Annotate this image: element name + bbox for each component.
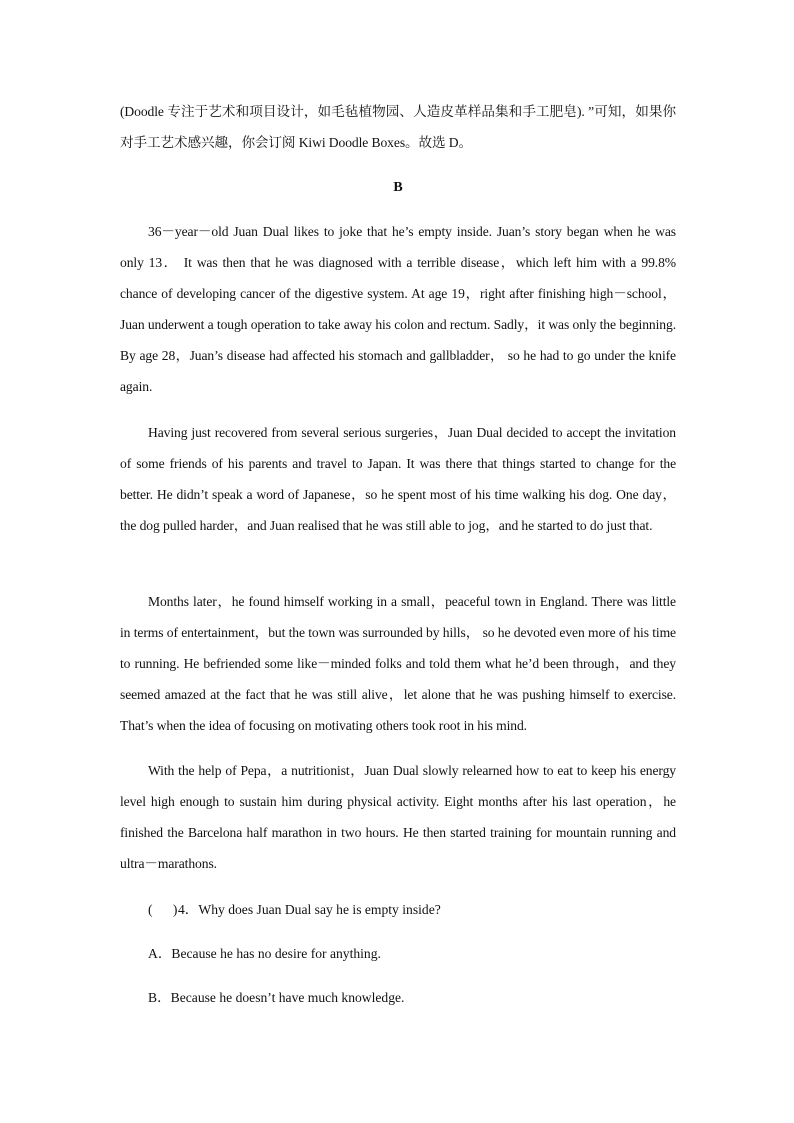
section-heading: B [393, 180, 403, 195]
answer-blank: ( ) [148, 902, 178, 917]
passage-paragraph-3: Months later，he found himself working in a small，peaceful town in England. There was little in terms of entertainment，but the town was surrounded by hills， so he devoted even more of his time to running. He befriended some like－minded folks and told them what he’d been through，and they seemed amazed at the fact that he was still alive，let alone that he was pushing himself to exercise. That’s when the idea of focusing on motivating others took root in his mind. [120, 594, 676, 733]
question-text: 4．Why does Juan Dual say he is empty inside? [178, 902, 441, 917]
question-4 [148, 894, 441, 925]
option-a: A．Because he has no desire for anything. [148, 946, 381, 961]
intro-paragraph: (Doodle 专注于艺术和项目设计，如毛毡植物园、人造皮革样品集和手工肥皂). ”可知，如果你对手工艺术感兴趣，你会订阅 Kiwi Doodle Boxes。故选 D。 [120, 104, 676, 150]
passage-paragraph-4: With the help of Pepa，a nutritionist，Juan Dual slowly relearned how to eat to keep his energy level high enough to sustain him during physical activity. Eight months after his last operation，he finished the Barcelona half marathon in two hours. He then started training for mountain running and ultra－marathons. [120, 763, 676, 871]
passage-paragraph-1: 36－year－old Juan Dual likes to joke that he’s empty inside. Juan’s story began when he was only 13． It was then that he was diagnosed with a terrible disease，which left him with a 99.8% chance of developing cancer of the digestive system. At age 19，right after finishing high－school，Juan underwent a tough operation to take away his colon and rectum. Sadly，it was only the beginning. By age 28，Juan’s disease had affected his stomach and gallbladder， so he had to go under the knife again. [120, 224, 676, 394]
passage-paragraph-2: Having just recovered from several serious surgeries，Juan Dual decided to accept the invitation of some friends of his parents and travel to Japan. It was there that things started to change for the better. He didn’t speak a word of Japanese，so he spent most of his time walking his dog. One day，the dog pulled harder，and Juan realised that he was still able to jog，and he started to do just that. [120, 425, 676, 533]
option-b: B．Because he doesn’t have much knowledge. [148, 990, 405, 1005]
